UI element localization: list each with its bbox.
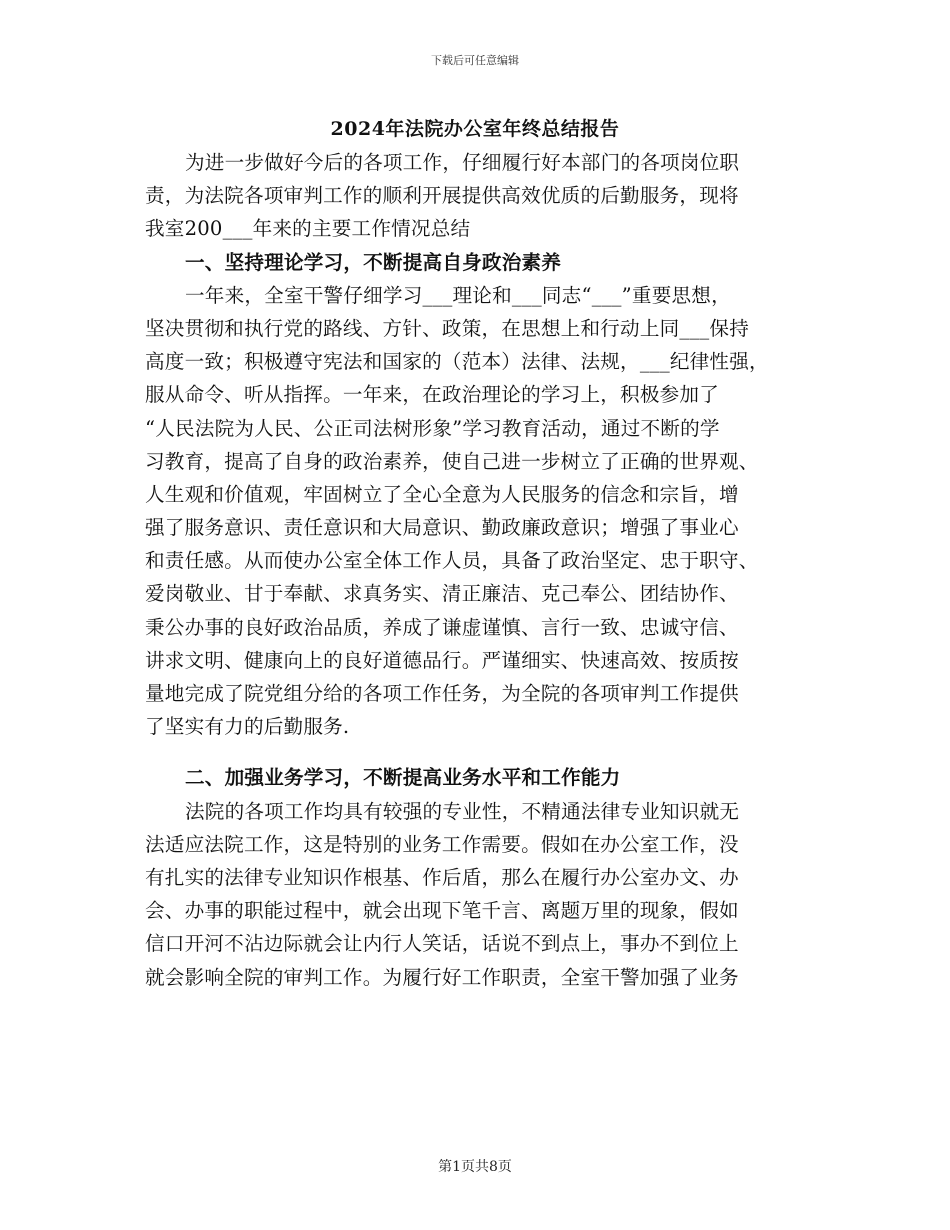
paragraph-line: 爱岗敬业、甘于奉献、求真务实、清正廉洁、克己奉公、团结协作、: [145, 582, 739, 606]
paragraph-line: 法适应法院工作，这是特别的业务工作需要。假如在办公室工作，没: [145, 832, 739, 856]
paragraph-line: 会、办事的职能过程中，就会出现下笔千言、离题万里的现象，假如: [145, 899, 739, 923]
section-heading-1: 一、坚持理论学习，不断提高自身政治素养: [185, 250, 562, 274]
paragraph-gap: [145, 743, 815, 761]
paragraph-line: 为进一步做好今后的各项工作，仔细履行好本部门的各项岗位职: [185, 151, 740, 174]
paragraph-line: 服从命令、听从指挥。一年来，在政治理论的学习上，积极参加了: [145, 383, 720, 407]
paragraph-line: 了坚实有力的后勤服务.: [145, 715, 350, 739]
paragraph-line: 就会影响全院的审判工作。为履行好工作职责，全室干警加强了业务: [145, 965, 739, 989]
paragraph-line: 高度一致；积极遵守宪法和国家的（范本）法律、法规，___纪律性强，: [145, 350, 769, 374]
paragraph-line: 量地完成了院党组分给的各项工作任务，为全院的各项审判工作提供: [145, 682, 739, 705]
document-body: [145, 146, 815, 994]
paragraph-line: 我室200___年来的主要工作情况总结: [145, 217, 471, 241]
paragraph-line: 责，为法院各项审判工作的顺利开展提供高效优质的后勤服务，现将: [145, 184, 739, 208]
paragraph-line: 秉公办事的良好政治品质，养成了谦虚谨慎、言行一致、忠诚守信、: [145, 615, 739, 639]
document-title: 2024年法院办公室年终总结报告: [330, 118, 620, 140]
paragraph-line: 信口开河不沾边际就会让内行人笑话，话说不到点上，事办不到位上: [145, 932, 739, 956]
paragraph-line: 法院的各项工作均具有较强的专业性，不精通法律专业知识就无: [185, 799, 740, 823]
section-heading-2: 二、加强业务学习，不断提高业务水平和工作能力: [185, 766, 621, 790]
paragraph-line: 讲求文明、健康向上的良好道德品行。严谨细实、快速高效、按质按: [145, 648, 739, 672]
paragraph-line: 强了服务意识、责任意识和大局意识、勤政廉政意识；增强了事业心: [145, 516, 739, 540]
page-footer: 第1页共8页: [438, 1159, 512, 1175]
paragraph-line: “人民法院为人民、公正司法树形象”学习教育活动，通过不断的学: [145, 416, 720, 440]
paragraph-line: 人生观和价值观，牢固树立了全心全意为人民服务的信念和宗旨，增: [145, 482, 739, 506]
paragraph-line: 习教育，提高了自身的政治素养，使自己进一步树立了正确的世界观、: [145, 449, 759, 473]
paragraph-line: 有扎实的法律专业知识作根基、作后盾，那么在履行办公室办文、办: [145, 865, 739, 889]
paragraph-line: 和责任感。从而使办公室全体工作人员，具备了政治坚定、忠于职守、: [145, 549, 759, 573]
paragraph-line: 一年来，全室干警仔细学习___理论和___同志“___”重要思想，: [185, 283, 731, 307]
paragraph-line: 坚决贯彻和执行党的路线、方针、政策，在思想上和行动上同___保持: [145, 316, 750, 340]
page-header: 下载后可任意编辑: [431, 54, 519, 67]
